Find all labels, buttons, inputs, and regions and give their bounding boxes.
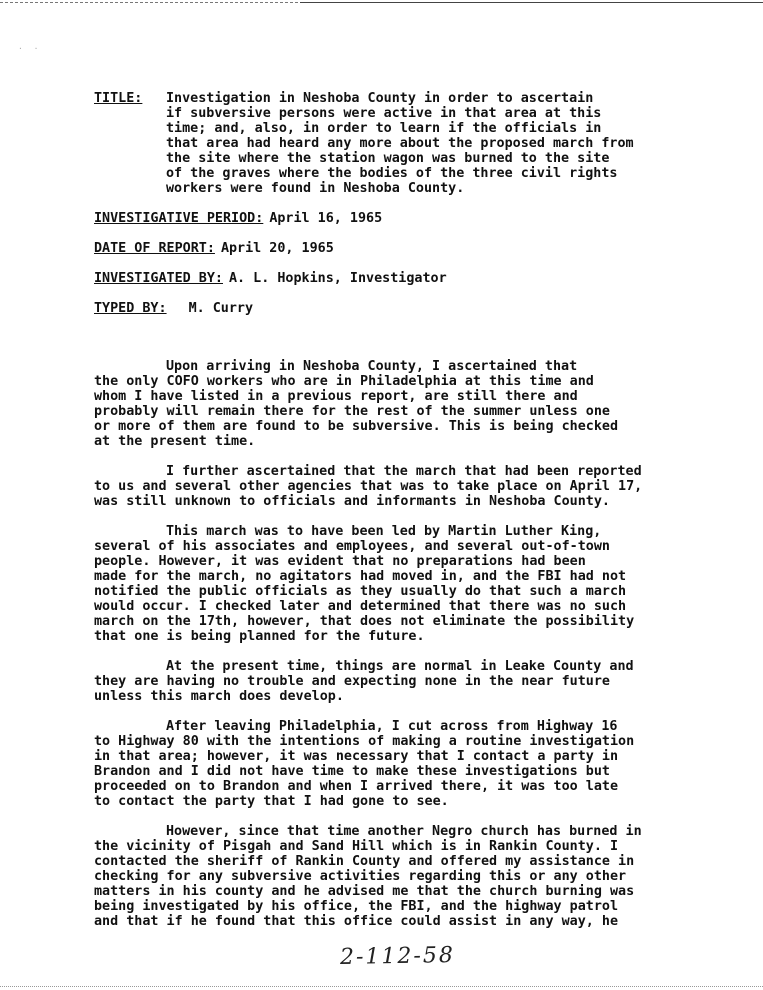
investigative-period-label: INVESTIGATIVE PERIOD:	[94, 211, 264, 226]
paragraph-2: I further ascertained that the march that had been reported to us and several other agencies that was to take place on April 17, was still unknown to officials and informants in Neshoba County.	[94, 464, 643, 509]
bottom-border	[0, 986, 763, 987]
investigated-by-label: INVESTIGATED BY:	[94, 271, 223, 286]
date-of-report-value: April 20, 1965	[220, 241, 334, 256]
report-body	[94, 359, 734, 944]
title-text: Investigation in Neshoba County in order to ascertain if subversive persons were active in that area at this time; and, also, in order to learn if the officials in that area had heard any more about the proposed march from the site where the station wagon was burned to the site of the graves where the bodies of the three civil rights workers were found in Neshoba County.	[166, 91, 634, 196]
paragraph-6: However, since that time another Negro church has burned in the vicinity of Pisgah and Sand Hill which is in Rankin County. I contacted the sheriff of Rankin County and offered my assistance in checking for any subversive activities regarding this or any other matters in his county and he advised me that the church burning was being investigated by his office, the FBI, and the highway patrol and that if he found that this office could assist in any way, he	[94, 824, 642, 929]
typed-by-value: M. Curry	[188, 301, 254, 316]
typed-by-label: TYPED BY:	[94, 301, 167, 316]
investigated-by-value: A. L. Hopkins, Investigator	[229, 271, 447, 286]
paragraph-3: This march was to have been led by Martin Luther King, several of his associates and employees, and several out-of-town people. However, it was evident that no preparations had been made for the march, no agitators had moved in, and the FBI had not notified the public officials as they usually do that such a march would occur. I checked later and determined that there was no such march on the 17th, however, that does not eliminate the possibility that one is being planned for the future.	[94, 524, 635, 644]
title-row	[94, 91, 714, 196]
handwritten-file-number: 2-112-58	[339, 942, 456, 971]
investigative-period-row	[94, 211, 714, 226]
top-border-line	[300, 2, 763, 3]
scan-artifact: · ·	[18, 44, 42, 53]
date-of-report-row	[94, 241, 714, 256]
date-of-report-label: DATE OF REPORT:	[94, 241, 215, 256]
paragraph-5: After leaving Philadelphia, I cut across from Highway 16 to Highway 80 with the intentions of making a routine investigation in that area; however, it was necessary that I contact a party in Brandon and I did not have time to make these investigations but proceeded on to Brandon and when I arrived there, it was too late to contact the party that I had gone to see.	[94, 719, 635, 809]
investigative-period-value: April 16, 1965	[269, 211, 383, 226]
report-header	[94, 91, 714, 316]
paragraph-4: At the present time, things are normal in Leake County and they are having no trouble and expecting none in the near future unless this march does develop.	[94, 659, 634, 704]
typed-by-row	[94, 301, 714, 316]
paragraph-1: Upon arriving in Neshoba County, I ascertained that the only COFO workers who are in Philadelphia at this time and whom I have listed in a previous report, are still there and probably will remain there for the rest of the summer unless one or more of them are found to be subversive. This is being checked at the present time.	[94, 359, 619, 449]
title-label: TITLE:	[94, 91, 143, 106]
investigated-by-row	[94, 271, 714, 286]
